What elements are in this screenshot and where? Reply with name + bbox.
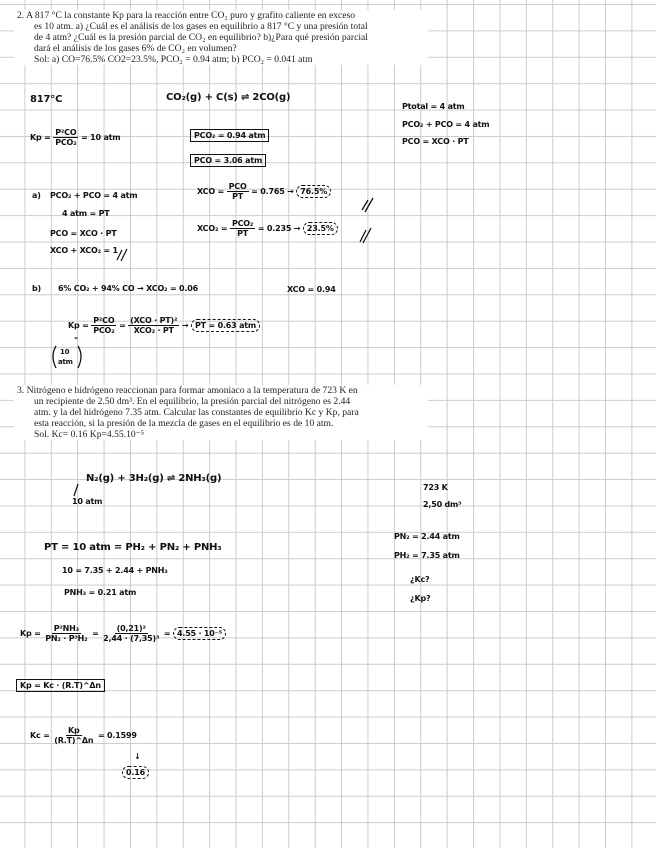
box-kp-kc-relation: Kp = Kc · (R.T)^Δn (16, 679, 105, 692)
kc-value: = 0.1599 (97, 731, 137, 740)
b-ten-bracket (53, 346, 81, 368)
sum-check-mark (117, 249, 127, 261)
hw-reaction-co2: CO₂(g) + C(s) ⇌ 2CO(g) (166, 92, 291, 103)
xco2-percent-result: 23.5% (303, 222, 338, 235)
hw-a-line-3: PCO = XCO · PT (50, 229, 117, 238)
problem-2-line: de 4 atm? ¿Cuál es la presión parcial de CO₂ en equilibrio? b)¿Para qué presión parcial (34, 32, 368, 44)
hw-pco-relation: PCO = XCO · PT (402, 137, 469, 146)
hw-b-xco: XCO = 0.94 (287, 285, 336, 294)
b-kp-denominator-2: XCO₂ · PT (133, 326, 174, 335)
b-kp-arrow: → (181, 321, 189, 330)
box-pco-result: PCO = 3.06 atm (190, 154, 266, 167)
kc-result: 0.16 (122, 766, 149, 779)
xco2-check-mark (360, 228, 371, 243)
hw-b-atm: atm (58, 358, 73, 366)
hw-p3-total-pressure: 10 atm (72, 497, 103, 506)
xco2-value: = 0.235 (257, 224, 292, 233)
hw-a-line-1: PCO₂ + PCO = 4 atm (50, 191, 138, 200)
p3-arrow-to-n2 (74, 484, 78, 496)
problem-3-line: 3. Nitrógeno e hidrógeno reaccionan para formar amoniaco a la temperatura de 723 K en (17, 385, 358, 396)
b-kp-denominator-1: PCO₂ (93, 326, 115, 335)
hw-pt-equation: PT = 10 atm = PH₂ + PN₂ + PNH₃ (44, 542, 222, 553)
hw-b-ten: 10 (60, 348, 70, 356)
kp-lhs: Kp = (30, 133, 51, 142)
hw-pn2-given: PN₂ = 2.44 atm (394, 532, 460, 541)
problem-2-line: dará el análisis de los gases 6% de CO₂ en volumen? (34, 43, 237, 55)
problem-3-solution: Sol. Kc= 0.16 Kp=4.55.10⁻⁵ (34, 429, 145, 441)
kp3-numerator-1: P²NH₃ (53, 624, 79, 633)
hw-b-line: 6% CO₂ + 94% CO → XCO₂ = 0.06 (58, 284, 198, 293)
kp3-equals: = (92, 629, 99, 638)
xco-arrow: → (287, 187, 294, 196)
xco2-lhs: XCO₂ = (197, 224, 228, 233)
hw-a-line-2: 4 atm = PT (62, 209, 110, 218)
kp-numerator: P²CO (55, 128, 77, 137)
hw-question-kc: ¿Kc? (410, 575, 430, 584)
kp-rhs: = 10 atm (81, 133, 121, 142)
problem-3-line: un recipiente de 2.50 dm³. En el equilibrio, la presión parcial del nitrógeno es 2.44 (34, 396, 351, 408)
kc-denominator: (R.T)^Δn (54, 736, 94, 745)
box-pco2-result: PCO₂ = 0.94 atm (190, 129, 269, 142)
xco-lhs: XCO = (197, 187, 225, 196)
hw-p3-volume: 2,50 dm³ (423, 500, 462, 509)
b-pt-result: PT = 0.63 atm (191, 319, 260, 332)
b-kp-numerator-1: P²CO (93, 316, 115, 325)
xco-numerator: PCO (228, 182, 247, 191)
xco2-arrow: → (293, 224, 301, 233)
hw-pnh3-result: PNH₃ = 0.21 atm (64, 588, 137, 597)
hw-a-line-4: XCO + XCO₂ = 1 (50, 246, 118, 255)
xco2-numerator: PCO₂ (231, 219, 254, 228)
xco-check-mark (362, 198, 373, 212)
problem-2-line: 2. A 817 °C la constante Kp para la reacción entre CO₂ puro y grafito caliente en exceso (17, 10, 356, 21)
problem-2-solution: Sol: a) CO=76.5% CO2=23.5%, PCO₂ = 0.94 atm; b) PCO₂ = 0.041 atm (34, 54, 313, 66)
kp-denominator: PCO₂ (55, 138, 77, 147)
hw-temperature: 817°C (30, 94, 63, 105)
hw-pressure-sum: PCO₂ + PCO = 4 atm (402, 120, 490, 129)
xco-denominator: PT (232, 192, 244, 201)
hw-ph2-given: PH₂ = 7.35 atm (394, 551, 460, 560)
hw-sum-equation: 10 = 7.35 + 2.44 + PNH₃ (62, 566, 168, 575)
hw-question-kp: ¿Kp? (410, 594, 431, 603)
hw-b-ditto: " (74, 336, 78, 345)
kp3-denominator-1: PN₂ · P³H₂ (45, 634, 88, 643)
hw-p3-temperature: 723 K (423, 483, 448, 492)
hw-part-b-label: b) (32, 284, 41, 293)
kp3-result: 4.55 · 10⁻⁵ (173, 627, 226, 640)
hw-part-a-label: a) (32, 191, 41, 200)
kp3-numerator-2: (0,21)² (116, 624, 146, 633)
xco-percent-result: 76.5% (296, 185, 331, 198)
hw-kc-arrow-down: ↓ (134, 752, 141, 761)
problem-3-line: esta reacción, si la presión de la mezcla de gases en el equilibrio es de 10 atm. (34, 418, 334, 430)
kp3-equals-2: = (163, 629, 171, 638)
problem-3-line: atm. y la del hidrógeno 7.35 atm. Calcular las constantes de equilibrio Kc y Kp, para (34, 407, 359, 419)
b-kp-lhs: Kp = (68, 321, 89, 330)
kc-numerator: Kp (68, 726, 80, 735)
xco2-denominator: PT (237, 229, 249, 238)
hw-reaction-nh3: N₂(g) + 3H₂(g) ⇌ 2NH₃(g) (86, 473, 222, 484)
kp3-denominator-2: 2,44 · (7,35)³ (103, 634, 160, 643)
xco-value: = 0.765 (251, 187, 285, 196)
kc-lhs: Kc = (30, 731, 50, 740)
problem-2-line: es 10 atm. a) ¿Cuál es el análisis de los gases en equilibrio a 817 °C y una presión total (34, 21, 368, 33)
b-kp-equals: = (119, 321, 126, 330)
hw-ptotal: Ptotal = 4 atm (402, 102, 465, 111)
kp3-lhs: Kp = (20, 629, 41, 638)
b-kp-numerator-2: (XCO · PT)² (130, 316, 178, 325)
